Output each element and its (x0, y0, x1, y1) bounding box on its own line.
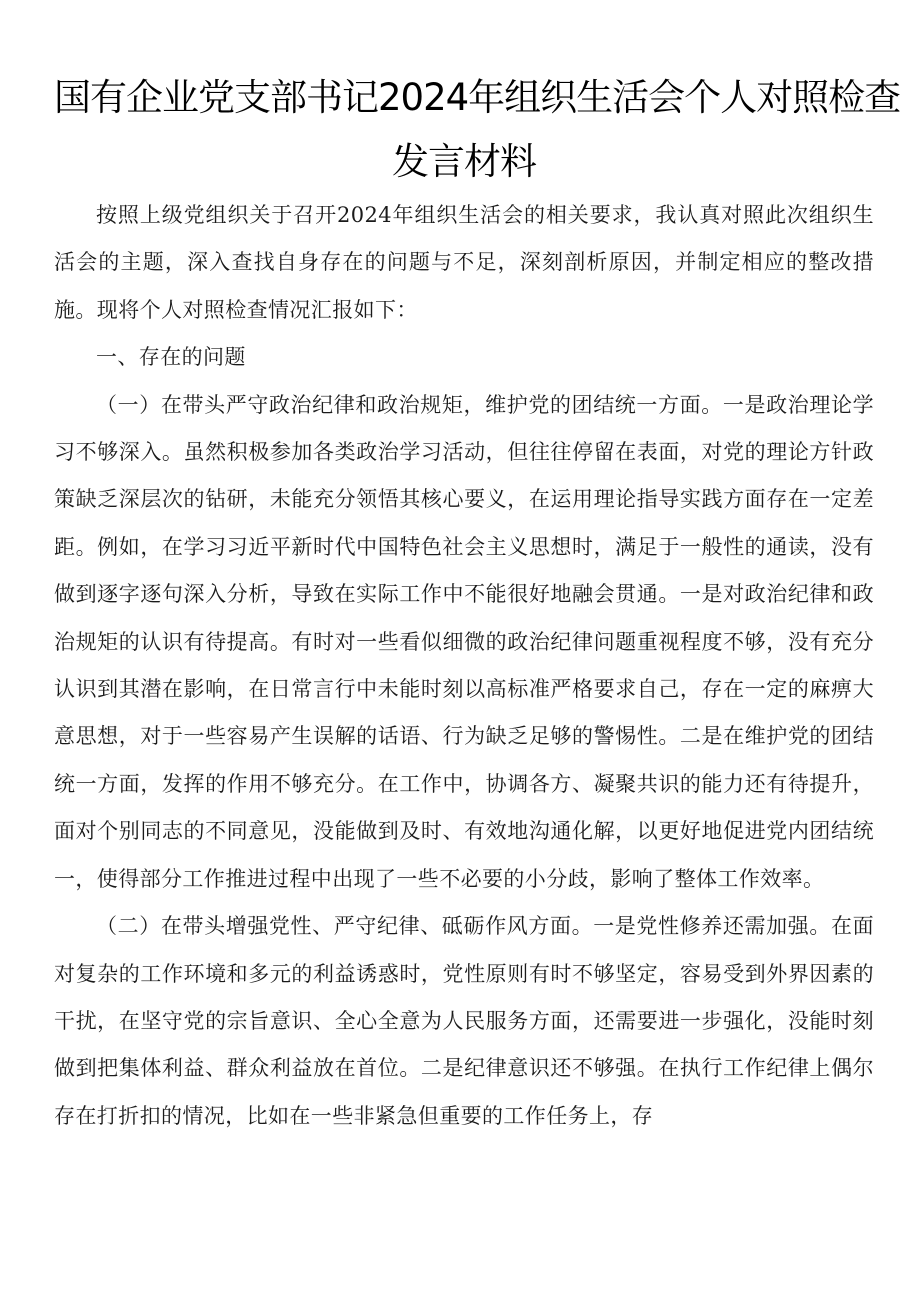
section-heading-problems: 一、存在的问题 (96, 345, 246, 370)
document-title (54, 66, 901, 194)
title-line-1: 国有企业党支部书记2024年组织生活会个人对照检查 (54, 76, 901, 119)
title-line-2: 发言材料 (392, 140, 536, 183)
intro-paragraph: 按照上级党组织关于召开2024年组织生活会的相关要求，我认真对照此次组织生活会的主题，深入查找自身存在的问题与不足，深刻剖析原因，并制定相应的整改措施。现将个人对照检查情况汇报如下： (54, 203, 874, 322)
document-body (54, 192, 874, 1140)
paragraph-point-1: （一）在带头严守政治纪律和政治规矩，维护党的团结统一方面。一是政治理论学习不够深入。虽然积极参加各类政治学习活动，但往往停留在表面，对党的理论方针政策缺乏深层次的钻研，未能充分领悟其核心要义，在运用理论指导实践方面存在一定差距。例如，在学习习近平新时代中国特色社会主义思想时，满足于一般性的通读，没有做到逐字逐句深入分析，导致在实际工作中不能很好地融会贯通。一是对政治纪律和政治规矩的认识有待提高。有时对一些看似细微的政治纪律问题重视程度不够，没有充分认识到其潜在影响，在日常言行中未能时刻以高标准严格要求自己，存在一定的麻痹大意思想，对于一些容易产生误解的话语、行为缺乏足够的警惕性。二是在维护党的团结统一方面，发挥的作用不够充分。在工作中，协调各方、凝聚共识的能力还有待提升，面对个别同志的不同意见，没能做到及时、有效地沟通化解，以更好地促进党内团结统一，使得部分工作推进过程中出现了一些不必要的小分歧，影响了整体工作效率。 (54, 392, 874, 891)
paragraph-point-2: （二）在带头增强党性、严守纪律、砥砺作风方面。一是党性修养还需加强。在面对复杂的工作环境和多元的利益诱惑时，党性原则有时不够坚定，容易受到外界因素的干扰，在坚守党的宗旨意识、全心全意为人民服务方面，还需要进一步强化，没能时刻做到把集体利益、群众利益放在首位。二是纪律意识还不够强。在执行工作纪律上偶尔存在打折扣的情况，比如在一些非紧急但重要的工作任务上，存 (54, 914, 874, 1128)
